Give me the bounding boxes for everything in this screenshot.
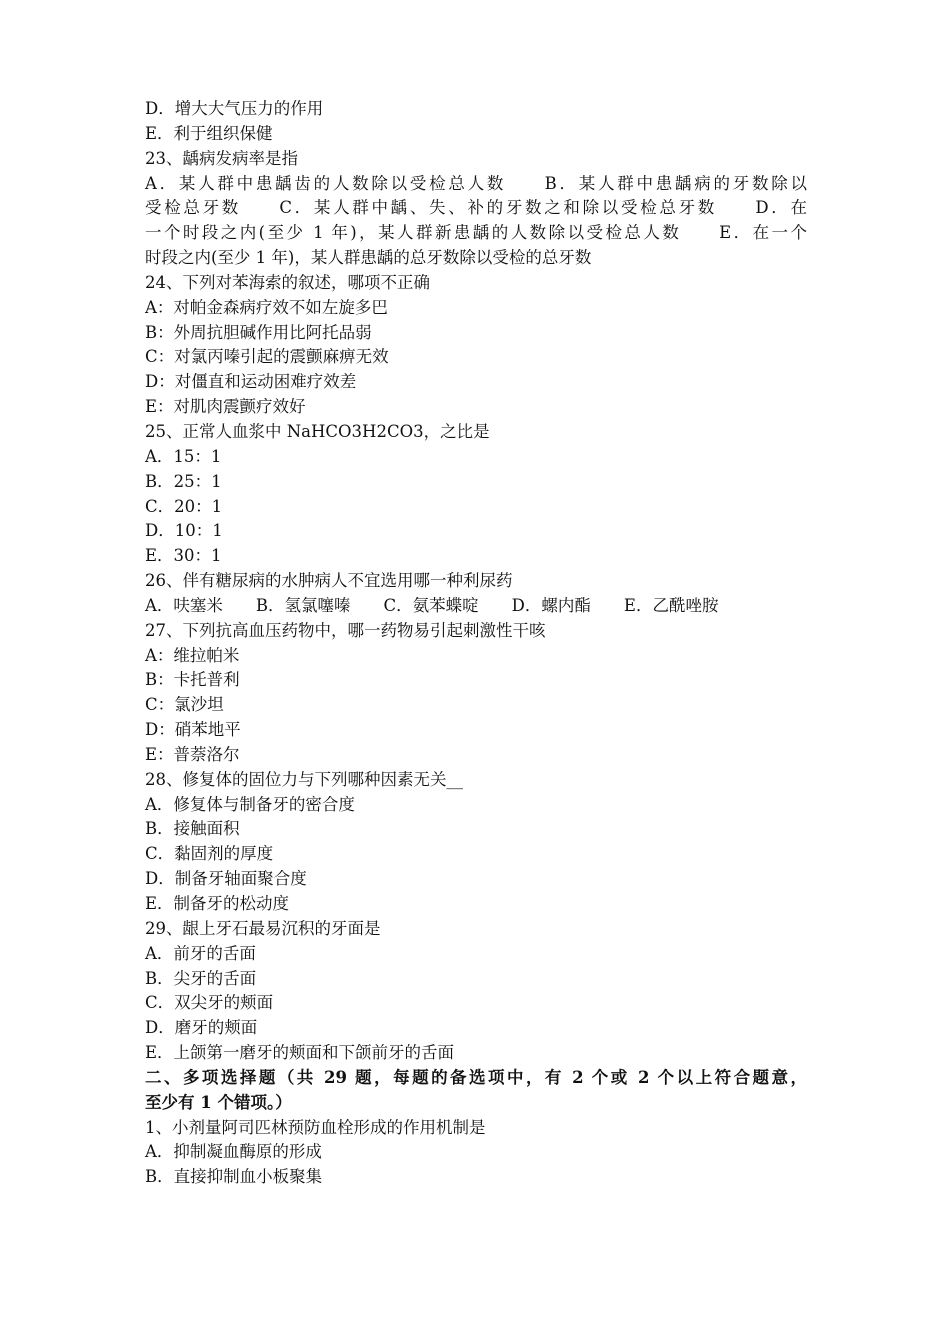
q25-option-c: C．20：1 — [145, 496, 223, 516]
q25-option-b: B．25：1 — [145, 471, 222, 491]
q24-option-e: E：对肌肉震颤疗效好 — [145, 397, 306, 417]
section-heading-line-2: 至少有 1 个错项。） — [145, 1092, 292, 1112]
q29-option-b: B．尖牙的舌面 — [145, 968, 257, 988]
m1-option-b: B．直接抑制血小板聚集 — [145, 1167, 323, 1187]
q27-option-c: C：氯沙坦 — [145, 695, 224, 715]
question-27: 27、下列抗高血压药物中，哪一药物易引起刺激性干咳 — [145, 620, 546, 640]
q27-option-b: B：卡托普利 — [145, 670, 240, 690]
q25-option-d: D．10：1 — [145, 521, 223, 541]
q23-options-line-4: 时段之内(至少 1 年)，某人群患龋的总牙数除以受检的总牙数 — [145, 248, 592, 268]
q28-option-c: C．黏固剂的厚度 — [145, 844, 274, 864]
q28-option-d: D．制备牙轴面聚合度 — [145, 869, 307, 889]
question-28: 28、修复体的固位力与下列哪种因素无关__ — [145, 769, 463, 789]
q27-option-a: A：维拉帕米 — [145, 645, 240, 665]
q23-options-line-3: 一个时段之内(至少 1 年)，某人群新患龋的人数除以受检总人数 E．在一个 — [145, 223, 807, 243]
q28-option-a: A．修复体与制备牙的密合度 — [145, 794, 355, 814]
q24-option-d: D：对僵直和运动困难疗效差 — [145, 372, 357, 392]
question-29: 29、龈上牙石最易沉积的牙面是 — [145, 918, 381, 938]
option-line: D．增大大气压力的作用 — [145, 99, 324, 118]
q26-options: A．呋塞米 B．氢氯噻嗪 C．氨苯蝶啶 D．螺内酯 E．乙酰唑胺 — [145, 595, 719, 615]
q25-option-a: A．15：1 — [145, 446, 222, 466]
q29-option-d: D．磨牙的颊面 — [145, 1018, 258, 1038]
q27-option-d: D：硝苯地平 — [145, 720, 241, 740]
question-24: 24、下列对苯海索的叙述，哪项不正确 — [145, 272, 430, 292]
q23-options-line-2: 受检总牙数 C．某人群中龋、失、补的牙数之和除以受检总牙数 D．在 — [145, 198, 807, 218]
q23-options-line-1: A．某人群中患龋齿的人数除以受检总人数 B．某人群中患龋病的牙数除以 — [145, 173, 807, 193]
q29-option-a: A．前牙的舌面 — [145, 943, 256, 963]
document-page — [145, 97, 807, 1190]
multi-question-1: 1、小剂量阿司匹林预防血栓形成的作用机制是 — [145, 1117, 486, 1137]
q28-option-e: E．制备牙的松动度 — [145, 894, 290, 913]
q29-option-e: E．上颌第一磨牙的颊面和下颌前牙的舌面 — [145, 1043, 455, 1063]
section-heading-line-1: 二、多项选择题（共 29 题，每题的备选项中，有 2 个或 2 个以上符合题意， — [145, 1067, 807, 1087]
option-line: E．利于组织保健 — [145, 123, 273, 143]
question-26: 26、伴有糖尿病的水肿病人不宜选用哪一种利尿药 — [145, 571, 513, 591]
m1-option-a: A．抑制凝血酶原的形成 — [145, 1142, 322, 1162]
q24-option-a: A：对帕金森病疗效不如左旋多巴 — [145, 297, 388, 317]
q24-option-c: C：对氯丙嗪引起的震颤麻痹无效 — [145, 347, 389, 367]
question-23: 23、龋病发病率是指 — [145, 148, 298, 168]
question-25: 25、正常人血浆中 NaHCO3H2CO3，之比是 — [145, 421, 490, 441]
q24-option-b: B：外周抗胆碱作用比阿托品弱 — [145, 322, 372, 342]
q27-option-e: E：普萘洛尔 — [145, 744, 240, 764]
q29-option-c: C．双尖牙的颊面 — [145, 993, 274, 1013]
q28-option-b: B．接触面积 — [145, 819, 240, 839]
q25-option-e: E．30：1 — [145, 546, 222, 566]
